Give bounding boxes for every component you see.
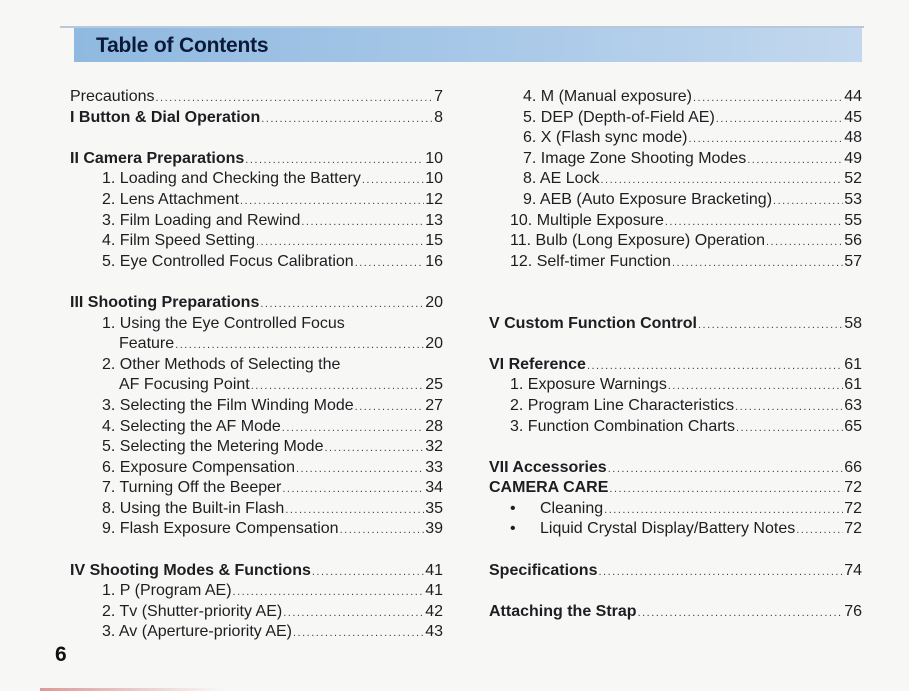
toc-page-number: 72 <box>844 499 862 517</box>
toc-page-number: 25 <box>425 376 443 394</box>
dot-leader <box>301 212 424 233</box>
toc-page-number: 45 <box>844 108 862 126</box>
toc-entry-4-selecting-the-af-mode[interactable] <box>70 417 443 438</box>
dot-leader <box>665 212 843 233</box>
toc-entry-5-selecting-the-metering-mode[interactable] <box>70 437 443 458</box>
toc-gap <box>489 540 862 561</box>
toc-page-number: 66 <box>844 458 862 476</box>
toc-entry-label: 3. Av (Aperture-priority AE) <box>102 623 292 641</box>
toc-entry-9-flash-exposure-compensation[interactable] <box>70 519 443 540</box>
toc-entry-label: 6. Exposure Compensation <box>102 458 295 476</box>
toc-entry-8-using-the-built-in-flash[interactable] <box>70 499 443 520</box>
toc-entry-label: 1. Loading and Checking the Battery <box>102 170 361 188</box>
title-banner <box>74 28 862 62</box>
toc-page-number: 10 <box>425 149 443 167</box>
toc-entry-7-turning-off-the-beeper[interactable] <box>70 478 443 499</box>
dot-leader <box>598 562 843 583</box>
toc-page-number: 12 <box>425 190 443 208</box>
toc-entry-2-lens-attachment[interactable] <box>70 190 443 211</box>
toc-entry-ii-camera-preparations[interactable] <box>70 149 443 170</box>
toc-entry-label <box>489 519 795 540</box>
toc-entry-4-film-speed-setting[interactable] <box>70 231 443 252</box>
dot-leader <box>698 315 843 336</box>
bullet-icon: • <box>510 520 516 538</box>
toc-entry-label: VII Accessories <box>489 458 607 476</box>
toc-entry-label: III Shooting Preparations <box>70 293 260 311</box>
toc-entry-label: IV Shooting Modes & Functions <box>70 561 311 579</box>
toc-page-number: 53 <box>844 190 862 208</box>
dot-leader <box>282 418 424 439</box>
toc-entry-feature[interactable] <box>70 334 443 355</box>
dot-leader <box>693 88 843 109</box>
toc-entry-label: CAMERA CARE <box>489 479 609 497</box>
dot-leader <box>355 397 425 418</box>
dot-leader <box>245 150 424 171</box>
toc-gap <box>489 334 862 355</box>
toc-entry-label: 3. Function Combination Charts <box>510 417 735 435</box>
toc-entry-label: 5. Selecting the Metering Mode <box>102 438 324 456</box>
toc-entry-2-other-methods-of-selecting-the[interactable] <box>70 355 443 376</box>
toc-entry-label <box>489 499 603 520</box>
toc-gap <box>489 581 862 602</box>
toc-page-number: 49 <box>844 149 862 167</box>
dot-leader <box>285 500 424 521</box>
dot-leader <box>604 500 843 521</box>
toc-entry-1-using-the-eye-controlled-focus[interactable] <box>70 314 443 335</box>
dot-leader <box>355 253 425 274</box>
toc-entry-i-button-dial-operation[interactable] <box>70 108 443 129</box>
toc-entry-iv-shooting-modes-functions[interactable] <box>70 561 443 582</box>
toc-entry-1-loading-and-checking-the-battery[interactable] <box>70 169 443 190</box>
toc-page-number: 7 <box>434 88 443 105</box>
toc-entry-label: 8. AE Lock <box>523 170 600 188</box>
toc-left-column <box>70 87 443 643</box>
toc-entry-label: V Custom Function Control <box>489 314 697 332</box>
toc-entry-label: 7. Turning Off the Beeper <box>102 479 282 497</box>
dot-leader <box>260 294 424 315</box>
toc-entry-3-av-aperture-priority-ae[interactable] <box>70 622 443 643</box>
toc-entry-label: 4. Film Speed Setting <box>102 232 255 250</box>
toc-page-number: 44 <box>844 88 862 105</box>
toc-page-number: 42 <box>425 602 443 620</box>
toc-entry-label: Attaching the Strap <box>489 602 637 620</box>
toc-entry-label: 5. DEP (Depth-of-Field AE) <box>523 108 715 126</box>
dot-leader <box>156 88 434 109</box>
toc-entry-label: 3. Film Loading and Rewind <box>102 211 301 229</box>
toc-entry-5-eye-controlled-focus-calibration[interactable] <box>70 252 443 273</box>
toc-entry-label: 2. Lens Attachment <box>102 190 239 208</box>
dot-leader <box>282 479 424 500</box>
toc-page-number: 16 <box>425 252 443 270</box>
toc-gap <box>489 437 862 458</box>
toc-entry-2-program-line-characteristics[interactable] <box>489 396 862 417</box>
toc-entry-10-multiple-exposure[interactable] <box>489 211 862 232</box>
toc-entry-4-m-manual-exposure[interactable] <box>489 87 862 108</box>
toc-gap <box>70 272 443 293</box>
toc-entry-label: 7. Image Zone Shooting Modes <box>523 149 747 167</box>
dot-leader <box>608 459 844 480</box>
toc-entry-v-custom-function-control[interactable] <box>489 314 862 335</box>
toc-page-number: 65 <box>844 417 862 435</box>
toc-entry-vi-reference[interactable] <box>489 355 862 376</box>
page-number: 6 <box>55 643 67 666</box>
dot-leader <box>638 603 844 624</box>
toc-entry-label: 11. Bulb (Long Exposure) Operation <box>510 232 765 250</box>
toc-entry-label: 5. Eye Controlled Focus Calibration <box>102 252 354 270</box>
toc-entry-attaching-the-strap[interactable] <box>489 602 862 623</box>
toc-entry-label: Precautions <box>70 88 155 105</box>
toc-page-number: 27 <box>425 396 443 414</box>
toc-page-number: 10 <box>425 170 443 188</box>
dot-leader <box>261 109 433 130</box>
toc-entry-label: Specifications <box>489 561 598 579</box>
toc-entry-vii-accessories[interactable] <box>489 458 862 479</box>
toc-page-number: 13 <box>425 211 443 229</box>
toc-entry-9-aeb-auto-exposure-bracketing[interactable] <box>489 190 862 211</box>
toc-entry-3-function-combination-charts[interactable] <box>489 417 862 438</box>
toc-entry-specifications[interactable] <box>489 561 862 582</box>
dot-leader <box>587 356 843 377</box>
toc-page-number: 20 <box>425 335 443 353</box>
toc-entry-8-ae-lock[interactable] <box>489 169 862 190</box>
dot-leader <box>293 623 424 644</box>
toc-entry-1-exposure-warnings[interactable] <box>489 375 862 396</box>
dot-leader <box>233 582 425 603</box>
toc-entry-label: 9. Flash Exposure Compensation <box>102 520 339 538</box>
page-title: Table of Contents <box>96 34 269 57</box>
toc-page-number: 52 <box>844 170 862 188</box>
toc-gap <box>489 272 862 313</box>
dot-leader <box>362 170 424 191</box>
dot-leader <box>296 459 424 480</box>
dot-leader <box>672 253 843 274</box>
toc-page-number: 8 <box>434 108 443 126</box>
toc-page-number: 76 <box>844 602 862 620</box>
toc-entry-label: 1. P (Program AE) <box>102 582 232 600</box>
toc-entry-label: 4. M (Manual exposure) <box>523 88 692 105</box>
toc-entry-label: 9. AEB (Auto Exposure Bracketing) <box>523 190 773 208</box>
toc-entry-label: 1. Exposure Warnings <box>510 376 667 394</box>
toc-page-number: 20 <box>425 293 443 311</box>
toc-page-number: 34 <box>425 479 443 497</box>
toc-entry-11-bulb-long-exposure-operation[interactable] <box>489 231 862 252</box>
toc-page-number: 33 <box>425 458 443 476</box>
toc-page-number: 58 <box>844 314 862 332</box>
toc-entry-label: 8. Using the Built-in Flash <box>102 499 285 517</box>
bullet-icon: • <box>510 499 516 517</box>
dot-leader <box>251 376 424 397</box>
toc-page-number: 72 <box>844 520 862 538</box>
toc-entry-label: VI Reference <box>489 355 586 373</box>
dot-leader <box>283 603 424 624</box>
toc-entry-2-tv-shutter-priority-ae[interactable] <box>70 602 443 623</box>
dot-leader <box>324 438 424 459</box>
dot-leader <box>736 418 843 439</box>
toc-entry-text: Liquid Crystal Display/Battery Notes <box>540 520 796 538</box>
toc-entry-6-x-flash-sync-mode[interactable] <box>489 128 862 149</box>
dot-leader <box>716 109 843 130</box>
toc-entry-3-selecting-the-film-winding-mode[interactable] <box>70 396 443 417</box>
toc-entry-label: AF Focusing Point <box>119 376 250 394</box>
toc-entry-label: II Camera Preparations <box>70 149 245 167</box>
toc-page-number: 28 <box>425 417 443 435</box>
toc-entry-7-image-zone-shooting-modes[interactable] <box>489 149 862 170</box>
toc-page-number: 41 <box>425 582 443 600</box>
toc-entry-6-exposure-compensation[interactable] <box>70 458 443 479</box>
toc-entry-liquid-crystal-display-battery-notes[interactable] <box>489 519 862 540</box>
toc-entry-label: Feature <box>119 335 175 353</box>
toc-gap <box>70 128 443 149</box>
dot-leader <box>766 232 843 253</box>
dot-leader <box>796 520 843 541</box>
dot-leader <box>175 335 424 356</box>
toc-page-number: 72 <box>844 479 862 497</box>
toc-entry-label: 2. Program Line Characteristics <box>510 396 735 414</box>
toc-page-number: 43 <box>425 623 443 641</box>
toc-entry-label: 12. Self-timer Function <box>510 252 671 270</box>
toc-entry-label: 4. Selecting the AF Mode <box>102 417 281 435</box>
toc-entry-camera-care[interactable] <box>489 478 862 499</box>
toc-page-number: 41 <box>425 561 443 579</box>
toc-entry-text: Cleaning <box>540 499 604 517</box>
toc-page-number: 15 <box>425 232 443 250</box>
dot-leader <box>747 150 843 171</box>
toc-entry-1-p-program-ae[interactable] <box>70 581 443 602</box>
dot-leader <box>735 397 843 418</box>
toc-page-number: 56 <box>844 232 862 250</box>
toc-entry-label: 10. Multiple Exposure <box>510 211 664 229</box>
dot-leader <box>240 191 424 212</box>
toc-page-number: 48 <box>844 129 862 147</box>
toc-page-number: 63 <box>844 396 862 414</box>
toc-entry-precautions[interactable] <box>70 87 443 108</box>
dot-leader <box>312 562 424 583</box>
toc-entry-label: 2. Other Methods of Selecting the <box>102 355 341 373</box>
toc-entry-label: 3. Selecting the Film Winding Mode <box>102 396 354 414</box>
toc-entry-label: 2. Tv (Shutter-priority AE) <box>102 602 283 620</box>
toc-page-number: 35 <box>425 499 443 517</box>
dot-leader <box>773 191 843 212</box>
toc-gap <box>70 540 443 561</box>
toc-page-number: 39 <box>425 520 443 538</box>
toc-page-number: 61 <box>844 355 862 373</box>
dot-leader <box>340 520 425 541</box>
dot-leader <box>609 479 843 500</box>
toc-page-number: 55 <box>844 211 862 229</box>
toc-page-number: 61 <box>844 376 862 394</box>
toc-entry-label: I Button & Dial Operation <box>70 108 261 126</box>
toc-entry-af-focusing-point[interactable] <box>70 375 443 396</box>
dot-leader <box>256 232 424 253</box>
toc-right-column <box>489 87 862 622</box>
toc-page-number: 57 <box>844 252 862 270</box>
toc-entry-3-film-loading-and-rewind[interactable] <box>70 211 443 232</box>
toc-entry-5-dep-depth-of-field-ae[interactable] <box>489 108 862 129</box>
dot-leader <box>668 376 843 397</box>
toc-page-number: 32 <box>425 438 443 456</box>
dot-leader <box>601 170 844 191</box>
toc-entry-12-self-timer-function[interactable] <box>489 252 862 273</box>
toc-page-number: 74 <box>844 561 862 579</box>
dot-leader <box>689 129 844 150</box>
toc-entry-iii-shooting-preparations[interactable] <box>70 293 443 314</box>
toc-entry-label: 6. X (Flash sync mode) <box>523 129 688 147</box>
toc-entry-cleaning[interactable] <box>489 499 862 520</box>
toc-entry-label: 1. Using the Eye Controlled Focus <box>102 314 345 332</box>
